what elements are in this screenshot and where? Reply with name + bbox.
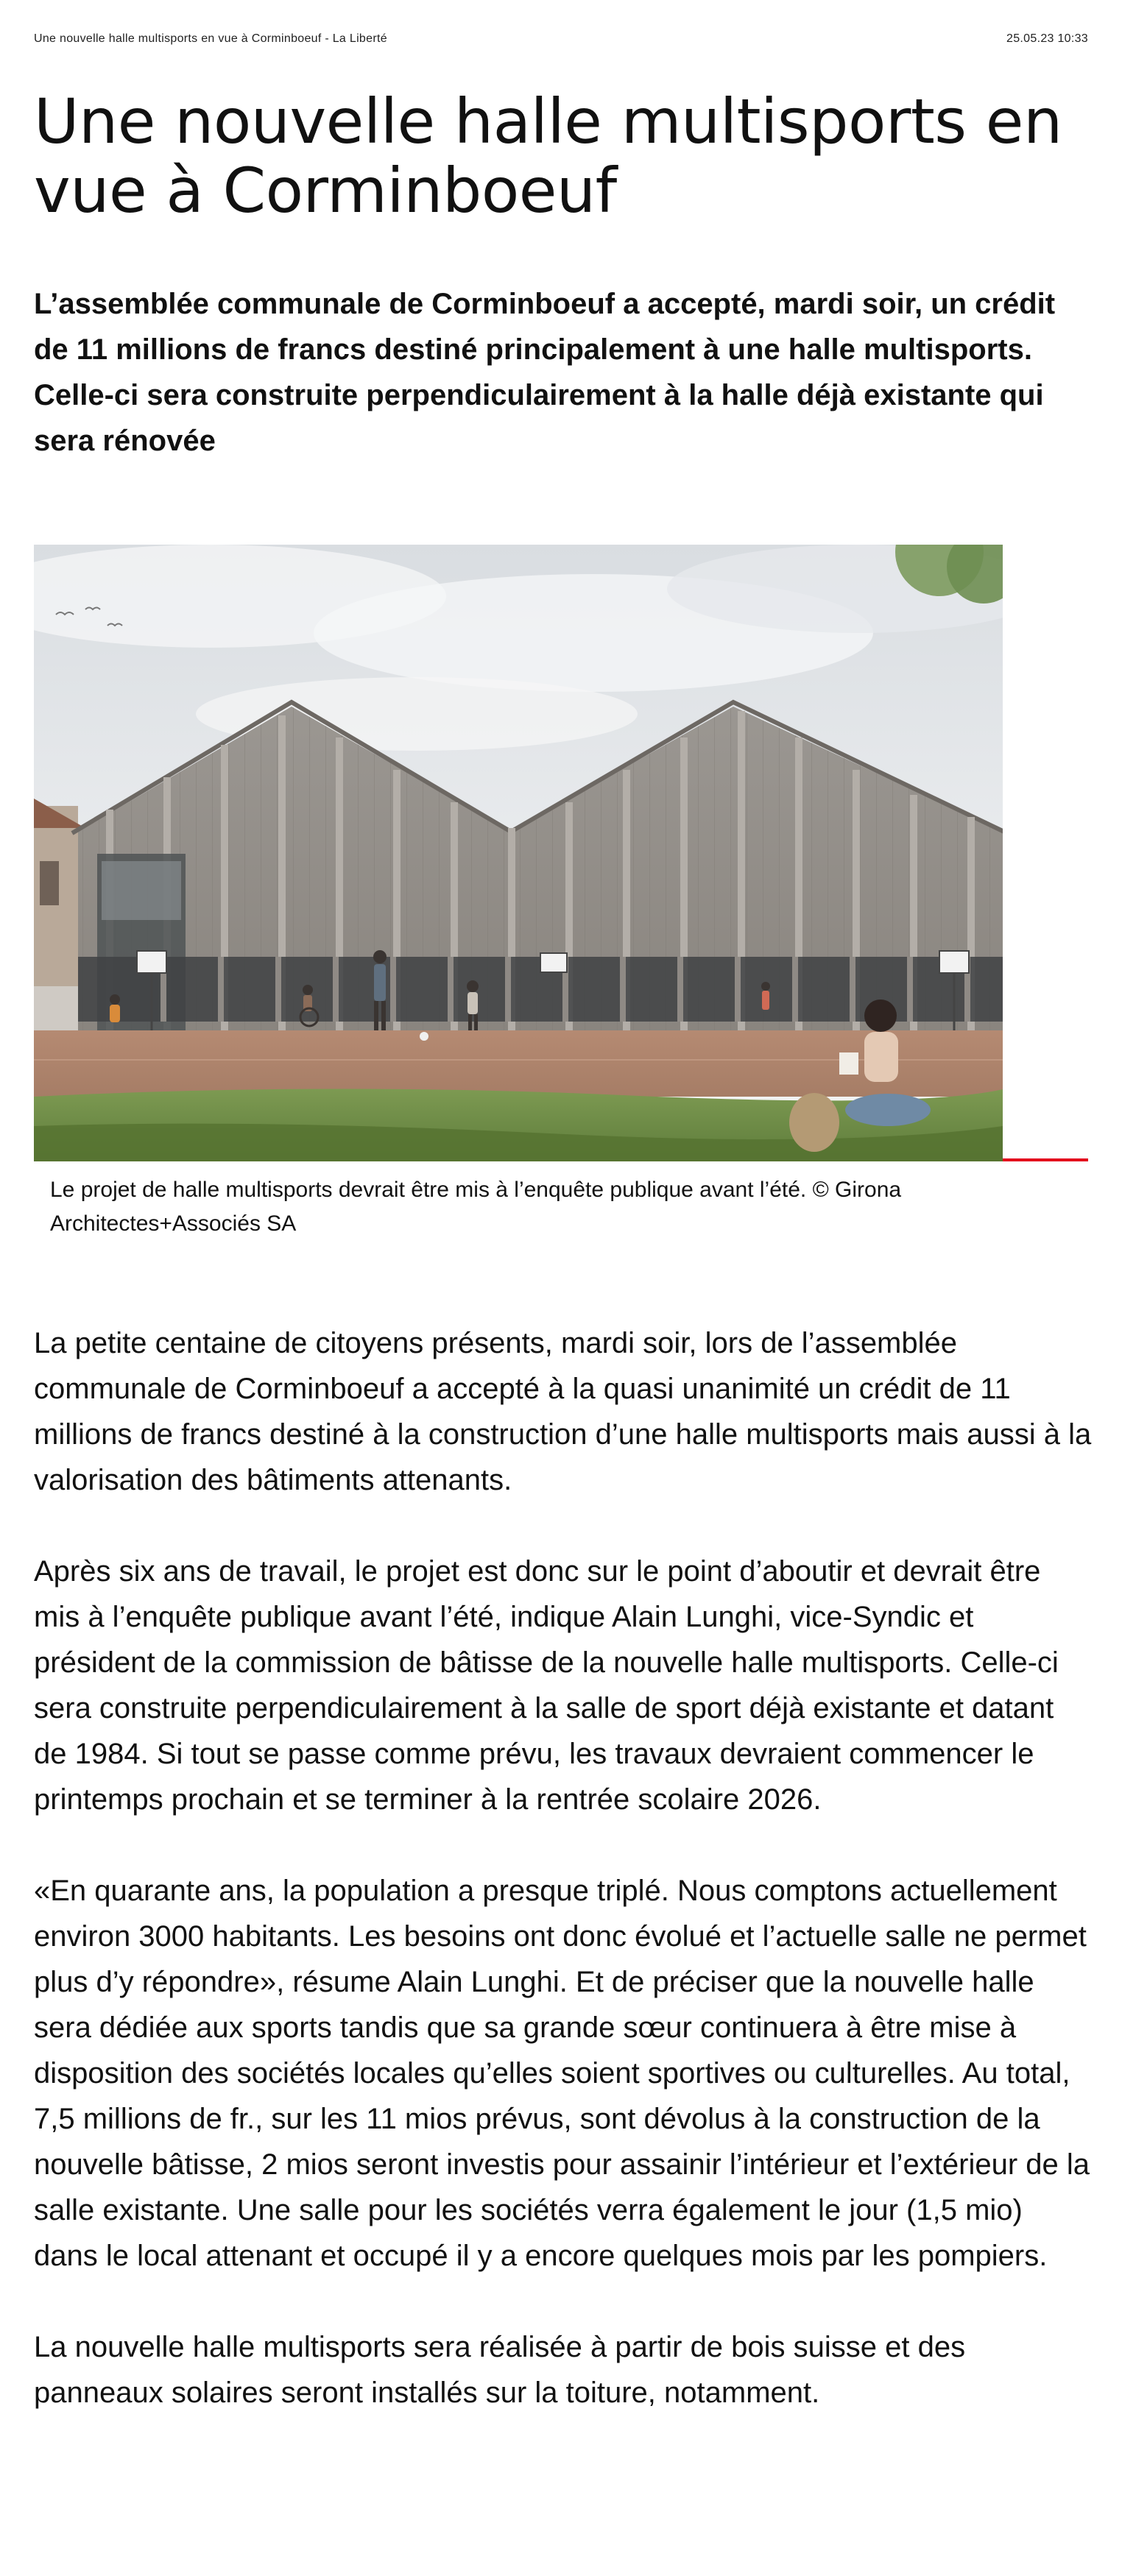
caption-accent-rule bbox=[1003, 1158, 1088, 1161]
article-body bbox=[34, 1320, 1094, 2461]
body-paragraph: La petite centaine de citoyens présents, mardi soir, lors de l’assemblée communale de Corminboeuf a accepté à la quasi unanimité un crédit de 11 millions de francs destiné à la construction d’une halle multisports mais aussi à la valorisation des bâtiments attenants. bbox=[34, 1327, 1092, 1496]
image-caption: Le projet de halle multisports devrait être mis à l’enquête publique avant l’été. © Girona Architectes+Associés SA bbox=[50, 1178, 902, 1236]
body-paragraph: La nouvelle halle multisports sera réalisée à partir de bois suisse et des panneaux solaires seront installés sur la toiture, notamment. bbox=[34, 2331, 966, 2409]
article-title: Une nouvelle halle multisports en vue à Corminboeuf bbox=[34, 85, 1062, 227]
body-paragraph: Après six ans de travail, le projet est donc sur le point d’aboutir et devrait être mis à l’enquête publique avant l’été, indique Alain Lunghi, vice-Syndic et président de la commission de bâtisse de la nouvelle halle multisports. Celle-ci sera construite perpendiculairement à la salle de sport déjà existante et datant de 1984. Si tout se passe comme prévu, les travaux devraient commencer le printemps prochain et se terminer à la rentrée scolaire 2026. bbox=[34, 1555, 1059, 1816]
print-header bbox=[34, 32, 1088, 50]
body-paragraph: «En quarante ans, la population a presque triplé. Nous comptons actuellement environ 3000 habitants. Les besoins ont donc évolué et l’actuelle salle ne permet plus d’y répondre», résume Alain Lunghi. Et de préciser que la nouvelle halle sera dédiée aux sports tandis que sa grande sœur continuera à être mise à disposition des sociétés locales qu’elles soient sportives ou culturelles. Au total, 7,5 millions de fr., sur les 11 mios prévus, sont dévolus à la construction de la nouvelle bâtisse, 2 mios seront investis pour assainir l’intérieur et l’extérieur de la salle existante. Une salle pour les sociétés verra également le jour (1,5 mio) dans le local attenant et occupé il y a encore quelques mois par les pompiers. bbox=[34, 1875, 1090, 2272]
article-lead: L’assemblée communale de Corminboeuf a accepté, mardi soir, un crédit de 11 millions de francs destiné principalement à une halle multisports. Celle-ci sera construite perpendiculairement à la halle déjà existante qui sera rénovée bbox=[34, 288, 1056, 457]
print-date: 25.05.23 10:33 bbox=[1006, 32, 1088, 45]
article-figure bbox=[34, 545, 1088, 1163]
document-title: Une nouvelle halle multisports en vue à Corminboeuf - La Liberté bbox=[34, 32, 387, 45]
article-photo bbox=[34, 545, 1003, 1161]
